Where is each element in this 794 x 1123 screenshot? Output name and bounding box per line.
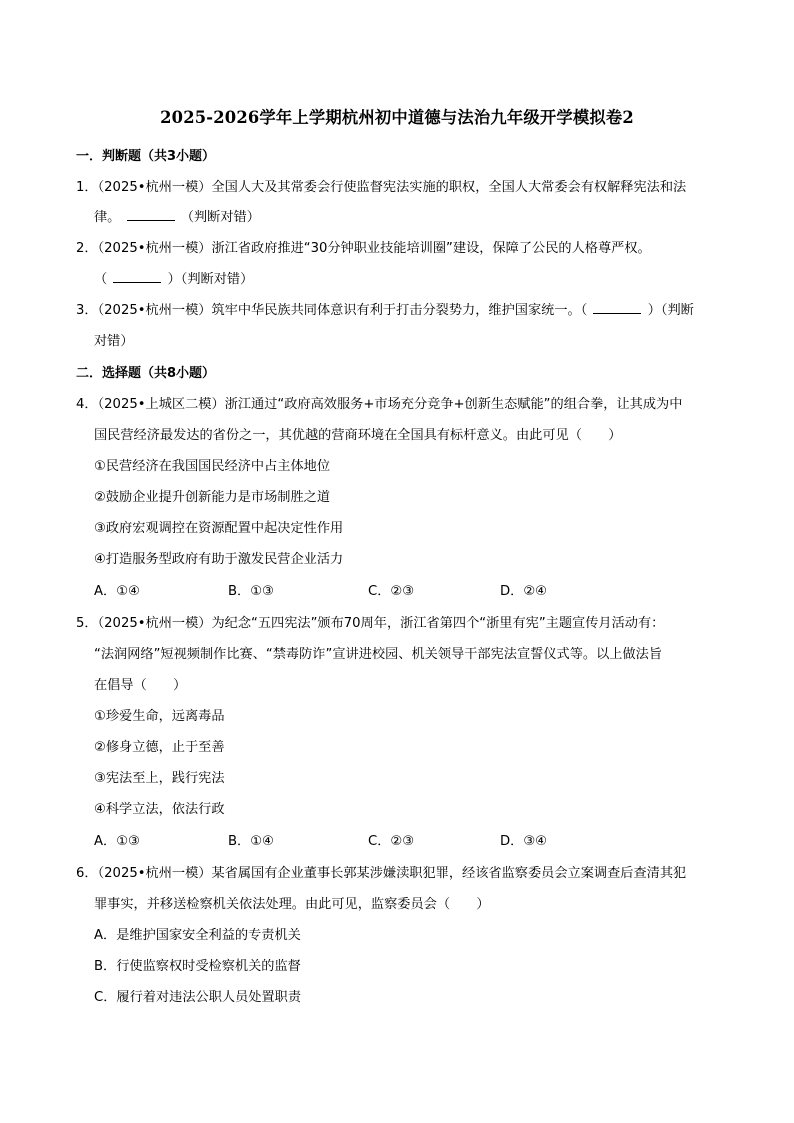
q1-blank[interactable] xyxy=(127,208,175,221)
q4-item-1: ①民营经济在我国国民经济中占主体地位 xyxy=(94,459,331,474)
q1-hint: （判断对错） xyxy=(180,210,260,225)
q4-item-4: ④打造服务型政府有助于激发民营企业活力 xyxy=(94,552,344,567)
q4-choice-a[interactable]: A．①④ xyxy=(94,584,140,599)
section-judge-heading: 一．判断题（共3小题） xyxy=(76,149,216,164)
q1-line2 xyxy=(94,206,260,225)
q5-choice-a[interactable]: A．①③ xyxy=(94,834,140,849)
q5-item-4: ④科学立法，依法行政 xyxy=(94,802,225,817)
q3-text: 3．（2025•杭州一模）筑牢中华民族共同体意识有利于打击分裂势力，维护国家统一。（ xyxy=(76,303,588,318)
q3-hint: ）（判断 xyxy=(647,303,694,318)
q5-line1: 5．（2025•杭州一模）为纪念“五四宪法”颁布70周年，浙江省第四个“浙里有宪”主题宣传月活动有： xyxy=(76,616,665,631)
q5-item-3: ③宪法至上，践行宪法 xyxy=(94,771,225,786)
q6-option-c[interactable]: C．履行着对违法公职人员处置职责 xyxy=(94,990,302,1005)
page-title: 2025-2026学年上学期杭州初中道德与法治九年级开学模拟卷2 xyxy=(160,108,634,127)
q4-choice-b[interactable]: B．①③ xyxy=(228,584,274,599)
q2-hint: ）（判断对错） xyxy=(167,272,254,287)
q4-line2: 国民营经济最发达的省份之一，其优越的营商环境在全国具有标杆意义。由此可见（ ） xyxy=(94,428,622,443)
q5-line2: “法润网络”短视频制作比赛、“禁毒防诈”宣讲进校园、机关领导干部宪法宣誓仪式等。以上做法旨 xyxy=(94,647,663,662)
q6-line2: 罪事实，并移送检察机关依法处理。由此可见，监察委员会（ ） xyxy=(94,897,490,912)
q4-line1: 4．（2025•上城区二模）浙江通过“政府高效服务+市场充分竞争+创新生态赋能”的组合拳，让其成为中 xyxy=(76,397,683,412)
q4-choice-c[interactable]: C．②③ xyxy=(368,584,415,599)
q1-text: 律。 xyxy=(94,210,121,225)
q5-choice-b[interactable]: B．①④ xyxy=(228,834,274,849)
q6-line1: 6．（2025•杭州一模）某省属国有企业董事长郭某涉嫌渎职犯罪，经该省监察委员会立案调查后查清其犯 xyxy=(76,866,687,881)
q3-blank[interactable] xyxy=(593,301,641,314)
q1-line1: 1．（2025•杭州一模）全国人大及其常委会行使监督宪法实施的职权，全国人大常委会有权解释宪法和法 xyxy=(76,180,687,195)
q4-choice-d[interactable]: D．②④ xyxy=(500,584,547,599)
q2-line1: 2．（2025•杭州一模）浙江省政府推进“30分钟职业技能培训圈”建设，保障了公民的人格尊严权。 xyxy=(76,241,651,256)
section-choice-heading: 二．选择题（共8小题） xyxy=(76,366,216,381)
q4-item-2: ②鼓励企业提升创新能力是市场制胜之道 xyxy=(94,490,331,505)
q5-choice-d[interactable]: D．③④ xyxy=(500,834,547,849)
q2-blank[interactable] xyxy=(113,270,161,283)
q5-line3: 在倡导（ ） xyxy=(94,678,187,693)
q3-line2: 对错） xyxy=(94,334,134,349)
q2-line2 xyxy=(94,268,253,287)
q5-item-1: ①珍爱生命，远离毒品 xyxy=(94,709,225,724)
q4-item-3: ③政府宏观调控在资源配置中起决定性作用 xyxy=(94,521,344,536)
q3-line1 xyxy=(76,299,694,318)
q5-choice-c[interactable]: C．②③ xyxy=(368,834,415,849)
q2-paren-open: （ xyxy=(94,272,108,287)
q5-item-2: ②修身立德，止于至善 xyxy=(94,740,225,755)
q6-option-b[interactable]: B．行使监察权时受检察机关的监督 xyxy=(94,959,301,974)
q6-option-a[interactable]: A．是维护国家安全利益的专责机关 xyxy=(94,928,301,943)
